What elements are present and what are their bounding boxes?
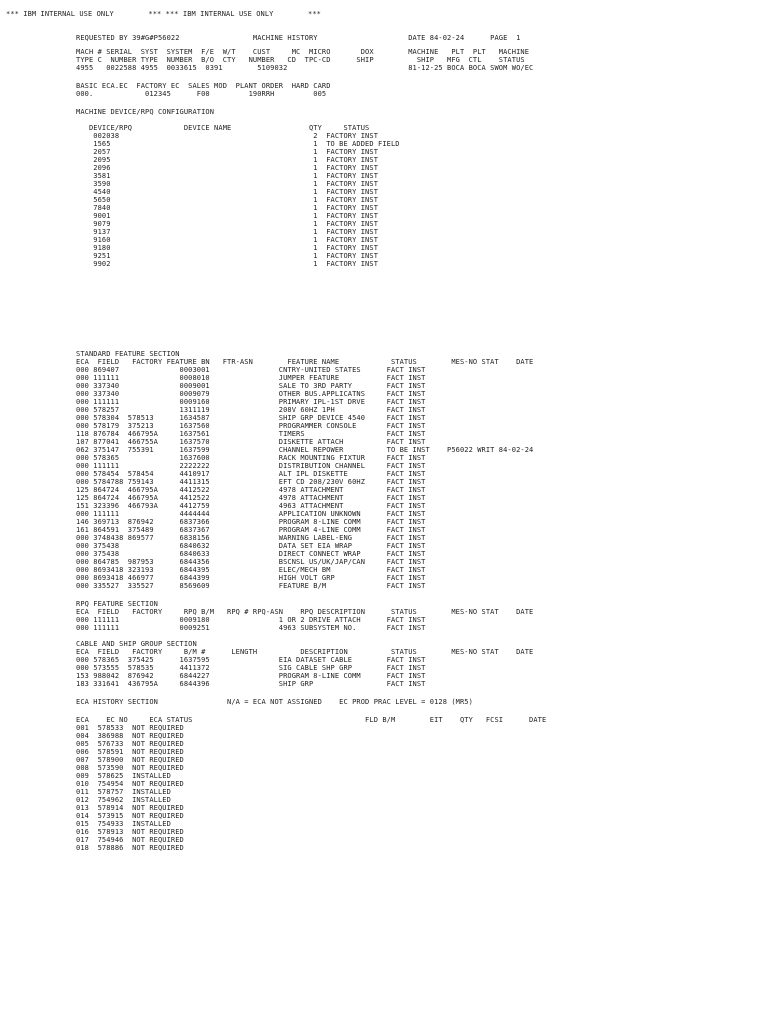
table-row: 3581 1 FACTORY INST xyxy=(76,172,379,180)
rpq-feature-header: ECA FIELD FACTORY RPQ B/M RPQ # RPQ-ASN RPQ DESCRIPTION STATUS MES-NO STAT DATE xyxy=(76,608,534,616)
table-row: 000 111111 4444444 APPLICATION UNKNOWN FACT INST xyxy=(76,510,426,518)
table-row: 000 573555 578535 4411372 SIG CABLE SHP GRP FACT INST xyxy=(76,664,426,672)
table-row: 125 864724 466795A 4412522 4978 ATTACHMENT FACT INST xyxy=(76,494,426,502)
report-header-line4: 4955 0022588 4955 0033615 0391 5109032 81-12-25 BOCA BOCA SWOM WO/EC xyxy=(76,64,534,72)
table-row: 006 578591 NOT REQUIRED xyxy=(76,748,184,756)
table-row: 000 578365 375425 1637595 EIA DATASET CABLE FACT INST xyxy=(76,656,426,664)
table-row: 011 578757 INSTALLED xyxy=(76,788,171,796)
table-row: 107 877041 466755A 1637570 DISKETTE ATTACH FACT INST xyxy=(76,438,426,446)
table-row: 000 8693418 466977 6844399 HIGH VOLT GRP FACT INST xyxy=(76,574,426,582)
eca-history-title: ECA HISTORY SECTION N/A = ECA NOT ASSIGNED EC PROD PRAC LEVEL = 0128 (MR5) xyxy=(76,698,473,706)
confidential-banner: *** IBM INTERNAL USE ONLY *** *** IBM INTERNAL USE ONLY *** xyxy=(6,10,321,18)
table-row: 000 578304 578513 1634587 SHIP GRP DEVICE 4540 FACT INST xyxy=(76,414,426,422)
table-row: 008 573590 NOT REQUIRED xyxy=(76,764,184,772)
device-config-header: DEVICE/RPQ DEVICE NAME QTY STATUS xyxy=(76,124,370,132)
table-row: 013 578914 NOT REQUIRED xyxy=(76,804,184,812)
table-row: 000 578257 1311119 208V 60HZ 1PH FACT INST xyxy=(76,406,426,414)
table-row: 000 3748438 869577 6838156 WARNING LABEL-ENG FACT INST xyxy=(76,534,426,542)
report-header-line3: TYPE C NUMBER TYPE NUMBER B/O CTY NUMBER CD TPC-CD SHIP SHIP MFG CTL STATUS xyxy=(76,56,525,64)
report-header-line5: BASIC ECA.EC FACTORY EC SALES MOD PLANT ORDER HARD CARD xyxy=(76,82,331,90)
table-row: 118 876784 466795A 1637561 TIMERS FACT INST xyxy=(76,430,426,438)
eca-history-header: ECA EC NO ECA STATUS FLD B/M EIT QTY FCSI DATE xyxy=(76,716,547,724)
table-row: 9180 1 FACTORY INST xyxy=(76,244,379,252)
table-row: 000 578365 1637600 RACK MOUNTING FIXTUR FACT INST xyxy=(76,454,426,462)
cable-ship-rows xyxy=(76,656,425,688)
table-row: 010 754954 NOT REQUIRED xyxy=(76,780,184,788)
table-row: 000 578454 578454 4410917 ALT IPL DISKETTE FACT INST xyxy=(76,470,426,478)
table-row: 7840 1 FACTORY INST xyxy=(76,204,379,212)
table-row: 009 578625 INSTALLED xyxy=(76,772,171,780)
table-row: 000 111111 2222222 DISTRIBUTION CHANNEL FACT INST xyxy=(76,462,426,470)
table-row: 153 988042 876942 6844227 PROGRAM 8-LINE COMM FACT INST xyxy=(76,672,426,680)
table-row: 151 323396 466793A 4412759 4963 ATTACHMENT FACT INST xyxy=(76,502,426,510)
rpq-feature-rows xyxy=(76,616,425,632)
table-row: 9251 1 FACTORY INST xyxy=(76,252,379,260)
cable-ship-title: CABLE AND SHIP GROUP SECTION xyxy=(76,640,197,648)
table-row: 062 375147 755391 1637599 CHANNEL REPOWER TO BE INST P56022 WRIT 84-02-24 xyxy=(76,446,534,454)
table-row: 000 869407 0003001 CNTRY-UNITED STATES FACT INST xyxy=(76,366,426,374)
table-row: 183 331641 436795A 6844396 SHIP GRP FACT INST xyxy=(76,680,426,688)
table-row: 2096 1 FACTORY INST xyxy=(76,164,379,172)
table-row: 000 5784788 759143 4411315 EFT CD 208/230V 60HZ FACT INST xyxy=(76,478,426,486)
table-row: 004 386988 NOT REQUIRED xyxy=(76,732,184,740)
table-row: 161 864591 375489 6837367 PROGRAM 4-LINE COMM FACT INST xyxy=(76,526,426,534)
table-row: 000 864785 987953 6844356 BSCNSL US/UK/JAP/CAN FACT INST xyxy=(76,558,426,566)
table-row: 9902 1 FACTORY INST xyxy=(76,260,379,268)
table-row: 016 578913 NOT REQUIRED xyxy=(76,828,184,836)
table-row: 000 111111 0009251 4963 SUBSYSTEM NO. FACT INST xyxy=(76,624,426,632)
table-row: 2057 1 FACTORY INST xyxy=(76,148,379,156)
rpq-feature-title: RPQ FEATURE SECTION xyxy=(76,600,158,608)
table-row: 9137 1 FACTORY INST xyxy=(76,228,379,236)
cable-ship-header: ECA FIELD FACTORY B/M # LENGTH DESCRIPTION STATUS MES-NO STAT DATE xyxy=(76,648,534,656)
table-row: 005 576733 NOT REQUIRED xyxy=(76,740,184,748)
table-row: 012 754962 INSTALLED xyxy=(76,796,171,804)
table-row: 000 337340 0009079 OTHER BUS.APPLICATNS FACT INST xyxy=(76,390,426,398)
report-header-line6: 000. 012345 F00 190RRH 005 xyxy=(76,90,327,98)
table-row: 9160 1 FACTORY INST xyxy=(76,236,379,244)
table-row: 2095 1 FACTORY INST xyxy=(76,156,379,164)
table-row: 000 375438 6840632 DATA SET EIA WRAP FACT INST xyxy=(76,542,426,550)
table-row: 125 864724 466795A 4412522 4978 ATTACHMENT FACT INST xyxy=(76,486,426,494)
table-row: 001 578533 NOT REQUIRED xyxy=(76,724,184,732)
eca-history-rows xyxy=(76,724,184,852)
table-row: 3590 1 FACTORY INST xyxy=(76,180,379,188)
table-row: 000 111111 0009160 PRIMARY IPL-1ST DRVE FACT INST xyxy=(76,398,426,406)
table-row: 017 754946 NOT REQUIRED xyxy=(76,836,184,844)
table-row: 014 573915 NOT REQUIRED xyxy=(76,812,184,820)
table-row: 9001 1 FACTORY INST xyxy=(76,212,379,220)
standard-feature-header: ECA FIELD FACTORY FEATURE BN FTR-ASN FEATURE NAME STATUS MES-NO STAT DATE xyxy=(76,358,534,366)
table-row: 000 375438 6840633 DIRECT CONNECT WRAP FACT INST xyxy=(76,550,426,558)
table-row: 007 578900 NOT REQUIRED xyxy=(76,756,184,764)
report-header-line2: MACH # SERIAL SYST SYSTEM F/E W/T CUST MC MICRO DOX MACHINE PLT PLT MACHINE xyxy=(76,48,530,56)
table-row: 5650 1 FACTORY INST xyxy=(76,196,379,204)
table-row: 9079 1 FACTORY INST xyxy=(76,220,379,228)
table-row: 000 8693418 323193 6844395 ELEC/MECH BM FACT INST xyxy=(76,566,426,574)
table-row: 000 578179 375213 1637560 PROGRAMMER CONSOLE FACT INST xyxy=(76,422,426,430)
table-row: 002038 2 FACTORY INST xyxy=(76,132,379,140)
standard-feature-rows xyxy=(76,366,533,590)
report-header-line1: REQUESTED BY 39#G#P56022 MACHINE HISTORY DATE 84-02-24 PAGE 1 xyxy=(76,34,521,42)
table-row: 000 337340 0009001 SALE TO 3RD PARTY FACT INST xyxy=(76,382,426,390)
table-row: 000 111111 0009180 1 OR 2 DRIVE ATTACH FACT INST xyxy=(76,616,426,624)
device-config-rows xyxy=(76,132,400,268)
table-row: 000 335527 335527 8569609 FEATURE B/M FACT INST xyxy=(76,582,426,590)
table-row: 018 578886 NOT REQUIRED xyxy=(76,844,184,852)
table-row: 146 369713 876942 6837366 PROGRAM 8-LINE COMM FACT INST xyxy=(76,518,426,526)
table-row: 015 754933 INSTALLED xyxy=(76,820,171,828)
standard-feature-title: STANDARD FEATURE SECTION xyxy=(76,350,180,358)
table-row: 000 111111 0008010 JUMPER FEATURE FACT INST xyxy=(76,374,426,382)
device-config-title: MACHINE DEVICE/RPQ CONFIGURATION xyxy=(76,108,215,116)
table-row: 1565 1 TO BE ADDED FIELD xyxy=(76,140,400,148)
table-row: 4540 1 FACTORY INST xyxy=(76,188,379,196)
